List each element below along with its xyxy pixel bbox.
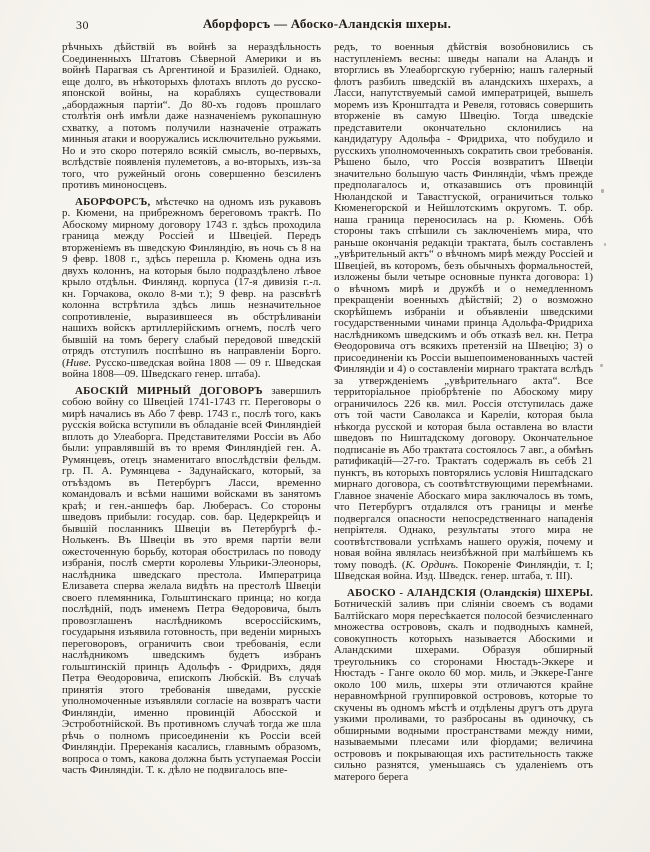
entry-aborfors bbox=[62, 197, 321, 381]
entry-heading: АБОСКО - АЛАНДСКІЯ (Оландскія) ШХЕРЫ. bbox=[347, 586, 593, 599]
page-number: 30 bbox=[76, 18, 89, 32]
paragraph-continuation-dogovor bbox=[334, 42, 593, 583]
right-column bbox=[334, 42, 593, 842]
scan-artifact bbox=[604, 243, 606, 246]
text-run: редъ, то военныя дѣйствія возобновились съ наступленіемъ весны: шведы напали на Аландъ и вторглись въ Улеаборгскую губернію; нашъ галерный флотъ разбилъ шведскій въ аландскихъ шхерахъ, а Ласси, напутствуемый самой императрицей, вышелъ моремъ изъ Кронштадта и Ревеля, готовясь совершить вторженіе въ самую Швецію. Тогда шведскіе представители окончательно склонились на кандидатуру Адольфа - Фридриха, что побудило и русскихъ уполномоченныхъ сократить свои требованія. Рѣшено было, что Россія возвратитъ Швеціи значительно большую часть Финляндіи, чѣмъ прежде предполагалось и, отказавшись отъ провинцій Нюландской и Тавастгуской, ограничиться только Кюменегорской и Нейшлотскимъ округомъ. Т. обр. наша граница переносилась на р. Кюмень. Обѣ стороны такъ спѣшили съ заключеніемъ мира, что раньше окончанія редакціи трактата, былъ составленъ „увѣрительный актъ“ о вѣчномъ мирѣ между Россіей и Швеціей, въ которомъ, безъ обычныхъ формальностей, изложены были четыре основные пункта договора: 1) о вѣчномъ мирѣ и дружбѣ и о немедленномъ прекращеніи военныхъ дѣйствій; 2) о возможно скорѣйшемъ избраніи и объявленіи шведскими государственными чинами принца Адольфа-Фридриха наслѣдникомъ шведскимъ и объ отказѣ вел. кн. Петра Ѳеодоровича отъ всякихъ претензій на Швецію; 3) о присоединеніи къ Россіи вышепоименованныхъ частей Финляндіи и 4) о составленіи мирнаго трактата вслѣдъ за утвержденіемъ „увѣрительнаго акта“. Все территоріальное пріобрѣтеніе по Абоскому миру ограничилось 226 кв. мил. Россія отступилась даже отъ той части Саволакса и Кареліи, которая была нѣкогда русской и которая была оставлена во власти шведовъ по Ништадскому договору. Окончательное подписаніе въ Або трактата состоялось 7 авг., а обмѣнъ ратификацій—27-го. Трактатъ содержалъ въ себѣ 21 пунктъ, въ которыхъ повторялись условія Ништадскаго мирнаго договора, съ соотвѣтствующими перемѣнами. Главное значеніе Абоскаго мира заключалось въ томъ, что Петербургъ отдалялся отъ границы и менѣе подвергался опасности непосредственнаго нападенія непріятеля. Однако, результаты этого мира не соотвѣтствовали успѣхамъ нашего оружія, почему и новая война являлась неизбѣжной при малѣйшемъ къ тому поводѣ. ( bbox=[334, 42, 593, 571]
text-run: мѣстечко на одномъ изъ рукавовъ р. Кюмени, на прибрежномъ береговомъ трактѣ. По Абоскому мирному договору 1743 г. здѣсь проходила граница между Россіей и Швеціей. Передъ вторженіемъ въ шведскую Финляндію, въ ночь съ 8 на 9 февр. 1808 г., здѣсь перешла р. Кюмень одна изъ двухъ колоннъ, на которыя было подраздѣлено лѣвое крыло отдѣльн. Финлянд. корпуса (17-я дивизія г.-л. кн. Горчакова, около 8-ми т.); 9 февр. на разсвѣтѣ колонна встрѣтила здѣсь лишь незначительное сопротивленіе, выразившееся въ обстрѣливаніи нашихъ войскъ артиллерійскимъ огнемъ, послѣ чего бывшій на томъ берегу слабый передовой шведскій отрядъ отступилъ поспѣшно въ направленіи Борго. ( bbox=[62, 195, 321, 369]
text-run: Ниве. bbox=[65, 356, 92, 369]
running-title: Аборфорсъ — Абоско-Аландскія шхеры. bbox=[202, 16, 452, 31]
text-run: Покореніе Финляндіи, т. I; Шведская война. Изд. Шведск. генер. штаба, т. III). bbox=[334, 558, 593, 582]
text-run: завершилъ собою войну со Швеціей 1741-1743 гг. Переговоры о мирѣ начались въ Або 7 февр. 1743 г., послѣ того, какъ русскія войска вступили въ обладаніе всей Финляндіей вплоть до Улеаборга. Представителями Россіи въ Або были: управлявшій въ то время Финляндіей ген. А. Румянцевъ, отецъ знаменитаго впослѣдствіи фельдм. гр. П. А. Румянцева - Задунайскаго, который, за отъѣздомъ въ Петербургъ Ласси, временно командовалъ и всѣми нашими войсками въ занятомъ краѣ; и ген.-аншефъ бар. Люберасъ. Со стороны шведовъ прибыли: государ. сов. бар. Цедеркрейцъ и бывшій посланникъ Швеціи въ Петербургѣ ф.-Нолькенъ. Въ Швеціи въ это время партіи вели ожесточенную борьбу, которая обострилась по поводу избранія, послѣ смерти королевы Ульрики-Элеоноры, наслѣдника шведскаго престола. Императрица Елизавета сперва желала видѣть на престолѣ Швеціи своего племянника, Гольштинскаго принца; но когда послѣдній, подъ именемъ Петра Ѳедоровича, былъ провозглашенъ наслѣдникомъ всероссійскимъ, государыня изъявила готовность, при веденіи мирныхъ переговоровъ, ограничить свои требованія, если наслѣдникомъ шведскимъ будетъ избранъ гольштинскій принцъ Адольфъ - Фридрихъ, дядя Петра Ѳеодоровича, епископъ Любскій. Въ случаѣ принятія этого требованія шведами, русскіе уполномоченные изъявляли согласіе на возвратъ части Финляндіи, именно провинцій Абосской и Эстроботнійской. Въ противномъ случаѣ тогда же шла рѣчь о полномъ присоединеніи къ Россіи всей Финляндіи. Пререканія касались, главнымъ образомъ, вопроса о томъ, какова должна быть уступаемая Россіи часть Финляндіи. Т. к. дѣло не подвигалось впе- bbox=[62, 384, 321, 776]
entry-aboski-mirny-dogovor bbox=[62, 386, 321, 777]
page-header bbox=[62, 16, 592, 34]
text-run: Русско-шведская война 1808 — 09 г. Шведская война 1808—09. Шведскаго генер. штаба). bbox=[62, 356, 321, 380]
text-columns bbox=[62, 42, 593, 842]
text-run: К. Ординъ. bbox=[405, 558, 459, 571]
text-run: Ботническій заливъ при сліяніи своемъ съ водами Балтійскаго моря пересѣкается полосой безчисленнаго множества острововъ, скалъ и подводныхъ камней, совокупность которыхъ называется Абоскими и Аландскими шхерами. Образуя обширный треугольникъ со сторонами Нюстадъ-Эккере и Нюстадъ - Ганге около 60 мор. миль, и Эккере-Ганге около 100 миль, шхеры эти отличаются крайне неравномѣрной группировкой острововъ, которые то скучены въ одномъ мѣстѣ и отдѣлены другъ отъ друга узкими проливами, то разбросаны въ одиночку, съ обширными водными пространствами между ними, называемыми плесами или фіордами; величина острововъ и покрывающая ихъ растительность также сильно разнятся, уменьшаясь съ удаленіемъ отъ матерого берега bbox=[334, 598, 593, 783]
entry-heading: АБОРФОРСЪ, bbox=[75, 195, 156, 208]
entry-abosko-alandskie-shkery bbox=[334, 588, 593, 784]
text-run: рѣчныхъ дѣйствій въ войнѣ за нераздѣльность Соединенныхъ Штатовъ Сѣверной Америки и въ войнѣ Парагвая съ Аргентиной и Бразиліей. Однако, еще долго, въ нѣкоторыхъ флотахъ вплоть до русско-японской войны, на корабляхъ существовали „абордажныя партіи“. До 80-хъ годовъ прошлаго столѣтія онѣ имѣли даже назначеніемъ рукопашную схватку, а потомъ получили назначеніе отражать минныя атаки и вооружались исключительно ружьями. Но и это скоро потеряло всякій смыслъ, во-первыхъ, вслѣдствіе появленія пулеметовъ, а во-вторыхъ, изъ-за того, что ружейный огонь совершенно безсиленъ противъ миноносцевъ. bbox=[62, 42, 321, 191]
scan-artifact bbox=[600, 364, 603, 367]
left-column bbox=[62, 42, 321, 842]
scan-artifact bbox=[601, 189, 604, 193]
paragraph-continuation-abordage bbox=[62, 42, 321, 192]
entry-heading: АБОСКІЙ МИРНЫЙ ДОГОВОРЪ bbox=[75, 384, 272, 397]
